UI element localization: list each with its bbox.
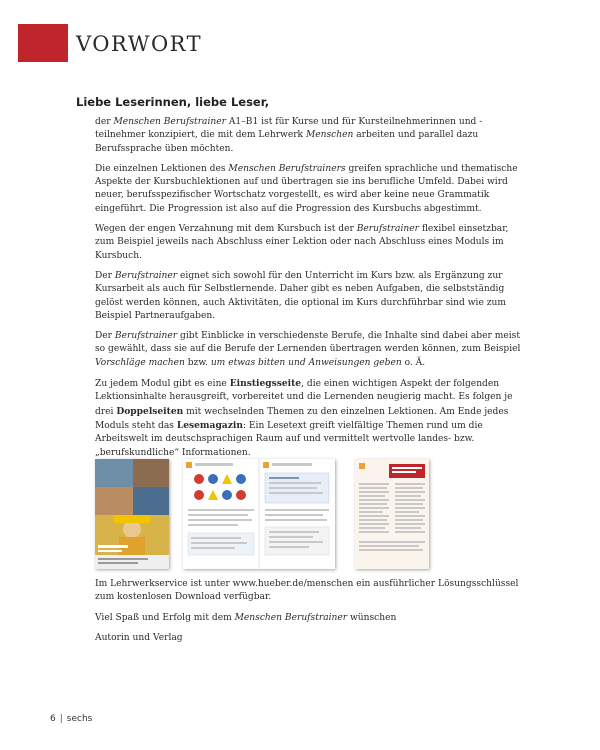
p1-italic-a: Menschen Berufstrainer [113,117,226,127]
p1-text-c: arbeiten und parallel dazu Berufssprache üben möchten. [95,130,479,154]
p6-text-a: Zu jedem Modul gibt es eine [95,379,230,390]
p1-text-b: A1–B1 ist für Kurse und für Kursteilnehmerinnen und -teilnehmer konzipiert, die mit dem Lehrwerk [95,117,483,141]
footer-separator: | [59,714,63,724]
header-accent-square [18,24,68,62]
page-word: sechs [66,714,93,724]
p2-text-a: Die einzelnen Lektionen des [95,163,229,174]
p6-bold-a: Einstiegsseite [229,378,302,390]
p5-italic-a: Berufstrainer [114,331,178,342]
thumbnail-einstiegsseite [95,459,169,569]
paragraph-3 [95,223,525,263]
p4-text-a: Der [95,270,115,281]
paragraph-5 [95,330,525,370]
p1-text-a: der [95,117,114,127]
p6-text-d: : Ein Lesetext greift vielfältige Themen rund um die Arbeitswelt im deutschsprachigen Raum auf und vermittelt wertvolle landes- bzw. „berufskundliche“ Informationen. [95,420,483,458]
greeting: Liebe Leserinnen, liebe Leser, [76,95,270,109]
p6-bold-b: Doppelseiten [116,405,184,417]
closing-line-2-italic: Menschen Berufstrainer [234,612,348,623]
closing-line-3: Autorin und Verlag [95,632,183,643]
p6-text-c: mit wechselnden Themen zu den einzelnen Lektionen. Am Ende jedes Moduls steht das [95,406,509,431]
paragraph-1 [95,116,525,156]
p6-bold-c: Lesemagazin [176,419,243,431]
einstiegsseite-illustration [95,459,169,569]
thumbnail-lesemagazin [355,459,429,569]
closing-line-2-a: Viel Spaß und Erfolg mit dem [95,612,235,623]
p2-text-b: greifen sprachliche und thematische Aspekte der Kursbuchlektionen auf und übertragen sie ins berufliche Umfeld. Dabei wird neuer, berufsspezifischer Wortschatz vorgestellt, es wird aber keine neue Grammatik eingeführt. Die Progression ist also auf die Progression des Kursbuchs abgestimmt. [95,163,518,214]
paragraph-2 [95,163,525,216]
p4-text-b: eignet sich sowohl für den Unterricht im Kurs bzw. als Ergänzung zur Kursarbeit als auch für Selbstlernende. Daher gibt es neben Aufgaben, die selbstständig gelöst werden können, auch Aktivitäten, die optional im Kurs durchführbar sind wie zum Beispiel Partneraufgaben. [95,270,506,321]
p3-text-b: flexibel einsetzbar, zum Beispiel jeweils nach Abschluss einer Lektion oder nach Abschluss eines Moduls im Kursbuch. [95,224,509,261]
book-thumbnails [95,459,525,571]
body-text [95,116,525,467]
p5-text-d: o. Ä. [401,357,426,368]
closing-line-2 [95,612,525,625]
lesemagazin-illustration [355,459,429,569]
p5-text-b: gibt Einblicke in verschiedenste Berufe, die Inhalte sind dabei aber meist so gewählt, dass sie auf die Berufe der Lernenden übertragen werden können, zum Beispiel [95,331,521,355]
p5-italic-b: Vorschläge machen [95,357,185,368]
paragraph-6 [95,377,525,460]
page-title: VORWORT [76,32,203,56]
p4-italic-a: Berufstrainer [114,270,178,281]
p3-text-a: Wegen der engen Verzahnung mit dem Kursbuch ist der [95,224,357,235]
page-number: 6 [50,714,56,724]
p5-italic-c: um etwas bitten und Anweisungen geben [210,357,402,368]
thumbnail-doppelseite [183,459,335,569]
closing-line-1: Im Lehrwerkservice ist unter www.hueber.de/menschen ein ausführlicher Lösungsschlüssel zum kostenlosen Download verfügbar. [95,579,519,603]
paragraph-4 [95,270,525,323]
p1-italic-b: Menschen [305,130,354,141]
p5-text-a: Der [95,331,115,342]
closing-text [95,578,525,652]
page-footer [50,714,92,724]
p5-text-c: bzw. [184,357,211,368]
p3-italic-a: Berufstrainer [356,224,419,235]
closing-line-2-b: wünschen [347,612,397,623]
p2-italic-a: Menschen Berufstrainers [228,163,346,174]
doppelseite-illustration [183,459,335,569]
p6-text-b: , die einen wichtigen Aspekt der folgenden Lektionsinhalte herausgreift, vorbereitet und die Lernenden neugierig macht. Es folgen je drei [95,379,513,417]
